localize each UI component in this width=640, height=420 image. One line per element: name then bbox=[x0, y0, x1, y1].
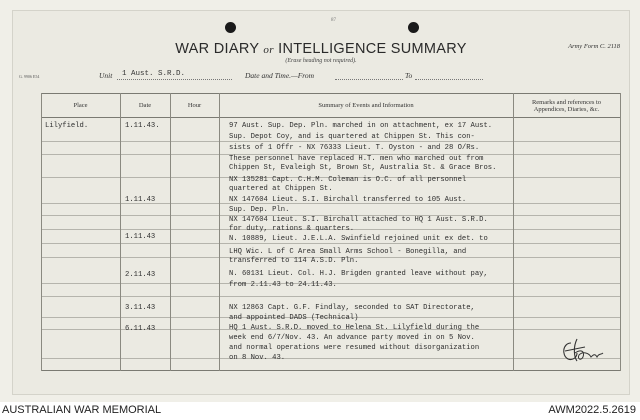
footer-reference: AWM2022.5.2619 bbox=[548, 404, 636, 416]
column-header-date: Date bbox=[138, 102, 152, 110]
summary-line: 97 Aust. Sup. Dep. Pln. marched in on attachment, ex 17 Aust. bbox=[229, 122, 493, 130]
footer-bar bbox=[0, 402, 640, 420]
entry-date-5: 3.11.43 bbox=[125, 304, 156, 312]
form-title bbox=[13, 41, 629, 57]
punch-hole-right bbox=[408, 22, 419, 33]
from-dotted-line bbox=[335, 79, 403, 80]
column-header-remarks bbox=[513, 96, 620, 116]
entry-date-1: 1.11.43. bbox=[125, 122, 160, 130]
form-subtitle: (Erase heading not required). bbox=[285, 58, 357, 64]
entry-place: Lilyfield. bbox=[45, 122, 89, 130]
entry-date-2: 1.11.43 bbox=[125, 196, 156, 204]
punch-hole-left bbox=[225, 22, 236, 33]
summary-line: for duty, rations & quarters. bbox=[229, 225, 355, 233]
date-time-label: Date and Time.—From bbox=[245, 71, 315, 80]
summary-line: NX 147604 Lieut. S.I. Birchall transferred to 105 Aust. bbox=[229, 196, 467, 204]
diary-sheet bbox=[12, 10, 630, 395]
summary-line: Chippen St, Evaleigh St, Brown St, Australia St. & Grace Bros. bbox=[229, 164, 497, 172]
remarks-header-line-2: Appendices, Diaries, &c. bbox=[533, 106, 600, 113]
diary-table bbox=[41, 93, 621, 371]
remarks-header-line-1: Remarks and references to bbox=[531, 98, 602, 106]
to-label: To bbox=[405, 71, 413, 80]
summary-line: N. 60131 Lieut. Col. H.J. Brigden granted leave without pay, bbox=[229, 270, 488, 278]
army-form-number: Army Form C. 2118 bbox=[568, 43, 620, 50]
summary-line: LHQ Wic. L of C Area Small Arms School - Bonegilla, and bbox=[229, 248, 467, 256]
summary-line: Sup. Dep. Pln. bbox=[229, 206, 290, 214]
summary-line: from 2.11.43 to 24.11.43. bbox=[229, 281, 337, 289]
summary-line: HQ 1 Aust. S.R.D. moved to Helena St. Lilyfield during the bbox=[229, 324, 480, 332]
summary-line: Sup. Depot Coy, and is quartered at Chippen St. This con- bbox=[229, 133, 475, 141]
unit-dotted-line bbox=[117, 79, 232, 80]
unit-date-line bbox=[99, 70, 599, 82]
form-code: G. 9906 E54 bbox=[19, 74, 40, 79]
footer-institution: AUSTRALIAN WAR MEMORIAL bbox=[2, 404, 162, 416]
title-sub: INTELLIGENCE SUMMARY bbox=[278, 41, 467, 57]
entry-date-4: 2.11.43 bbox=[125, 271, 156, 279]
summary-line: and normal operations were resumed without disorganization bbox=[229, 344, 480, 352]
summary-line: N. 10889, Lieut. J.E.L.A. Swinfield rejoined unit ex det. to bbox=[229, 235, 488, 243]
title-main: WAR DIARY bbox=[175, 41, 260, 57]
page-mark: 87 bbox=[331, 18, 336, 23]
summary-line: week end 6/7/Nov. 43. An advance party moved in on 5 Nov. bbox=[229, 334, 475, 342]
to-dotted-line bbox=[415, 79, 483, 80]
summary-line: quartered at Chippen St. bbox=[229, 185, 333, 193]
column-header-hour: Hour bbox=[187, 102, 202, 110]
summary-line: NX 147604 Lieut. S.I. Birchall attached to HQ 1 Aust. S.R.D. bbox=[229, 216, 488, 224]
entry-date-6: 6.11.43 bbox=[125, 325, 156, 333]
summary-line: transferred to 114 A.S.D. Pln. bbox=[229, 257, 359, 265]
column-header-summary: Summary of Events and Information bbox=[318, 102, 414, 110]
title-or: or bbox=[263, 44, 274, 56]
summary-line: NX 12863 Capt. G.F. Findlay, seconded to SAT Directorate, bbox=[229, 304, 475, 312]
summary-line: and appointed DADS (Technical) bbox=[229, 314, 359, 322]
unit-label: Unit bbox=[99, 71, 113, 80]
entry-date-3: 1.11.43 bbox=[125, 233, 156, 241]
summary-line: These personnel have replaced H.T. men who marched out from bbox=[229, 155, 484, 163]
summary-line: on 8 Nov. 43. bbox=[229, 354, 286, 362]
unit-value: 1 Aust. S.R.D. bbox=[122, 70, 186, 78]
column-header-place: Place bbox=[73, 102, 88, 110]
summary-line: sists of 1 Offr - NX 76333 Lieut. T. Oyston - and 28 O/Rs. bbox=[229, 144, 480, 152]
handwritten-signature bbox=[557, 333, 607, 367]
summary-line: NX 135281 Capt. C.H.M. Coleman is O.C. of all personnel bbox=[229, 176, 467, 184]
